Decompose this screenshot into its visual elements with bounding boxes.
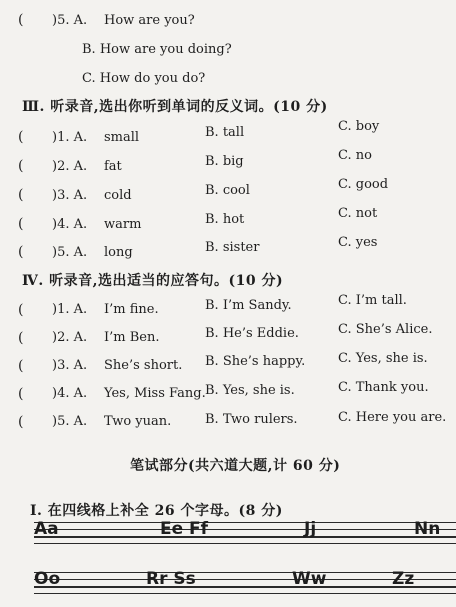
question-number: )3. A. (52, 358, 88, 373)
question-number: )5. A. (52, 245, 88, 260)
question-number: )1. A. (52, 130, 88, 145)
grid-line (34, 522, 456, 523)
letter-pair: Ee Ff (160, 519, 209, 539)
paren-open: ( (18, 358, 24, 374)
option-c: C. Yes, she is. (338, 351, 428, 366)
written-section-1-title: Ⅰ. 在四线格上补全 26 个字母。(8 分) (30, 503, 283, 519)
paren-open: ( (18, 330, 24, 346)
option-a: I’m Ben. (104, 330, 160, 345)
option-a: small (104, 130, 140, 145)
option-b: B. I’m Sandy. (205, 298, 292, 313)
question-number: )1. A. (52, 302, 88, 317)
option-a: fat (104, 159, 122, 174)
option-c: C. good (338, 177, 389, 192)
option-b: B. sister (205, 240, 260, 255)
section-4-title: Ⅳ. 听录音,选出适当的应答句。(10 分) (22, 273, 284, 289)
option-c: C. She’s Alice. (338, 322, 433, 337)
four-line-grid-2 (34, 569, 456, 596)
option-c: C. not (338, 206, 378, 221)
section-3-title: Ⅲ. 听录音,选出你听到单词的反义词。(10 分) (22, 99, 328, 115)
option-c: C. Here you are. (338, 410, 447, 425)
letter-pair: Zz (392, 569, 415, 589)
question-number: )3. A. (52, 188, 88, 203)
option-c: C. no (338, 148, 372, 163)
option-b: B. cool (205, 183, 250, 198)
grid-line (34, 529, 456, 530)
option-a: warm (104, 217, 142, 232)
question-number: )4. A. (52, 386, 88, 401)
option-b: B. Yes, she is. (205, 383, 295, 398)
option-b: B. She’s happy. (205, 354, 306, 369)
option-a: Two yuan. (104, 414, 172, 429)
grid-line (34, 536, 456, 538)
letter-pair: Rr Ss (146, 569, 196, 589)
paren-open: ( (18, 129, 24, 145)
letter-pair: Jj (304, 519, 317, 539)
paren-open: ( (18, 216, 24, 232)
option-c: C. Thank you. (338, 380, 429, 395)
option-a: long (104, 245, 133, 260)
option-a: She’s short. (104, 358, 183, 373)
option-c: C. yes (338, 235, 378, 250)
question-number: )5. A. (52, 13, 88, 28)
paren-open: ( (18, 414, 24, 430)
option-b: B. He’s Eddie. (205, 326, 299, 341)
option-b: B. tall (205, 125, 245, 140)
question-number: )5. A. (52, 414, 88, 429)
option-a: I’m fine. (104, 302, 159, 317)
question-number: )4. A. (52, 217, 88, 232)
written-part-title: 笔试部分(共六道大题,计 60 分) (130, 458, 341, 474)
four-line-grid-1 (34, 519, 456, 546)
letter-pair: Nn (414, 519, 441, 539)
grid-line (34, 543, 456, 544)
paren-open: ( (18, 187, 24, 203)
question-number: )2. A. (52, 330, 88, 345)
option-a: cold (104, 188, 132, 203)
option-a: Yes, Miss Fang. (104, 386, 206, 401)
letter-pair: Oo (34, 569, 61, 589)
option-c: C. I’m tall. (338, 293, 407, 308)
paren-open: ( (18, 12, 24, 28)
option-b: B. Two rulers. (205, 412, 298, 427)
paren-open: ( (18, 302, 24, 318)
paren-open: ( (18, 244, 24, 260)
question-number: )2. A. (52, 159, 88, 174)
letter-pair: Ww (292, 569, 327, 589)
paren-open: ( (18, 386, 24, 402)
option-c: C. boy (338, 119, 380, 134)
option-c: C. How do you do? (82, 71, 206, 86)
paren-open: ( (18, 158, 24, 174)
option-b: B. How are you doing? (82, 42, 232, 57)
grid-line (34, 593, 456, 594)
option-b: B. hot (205, 212, 245, 227)
option-a: How are you? (104, 13, 195, 28)
option-b: B. big (205, 154, 244, 169)
letter-pair: Aa (34, 519, 59, 539)
